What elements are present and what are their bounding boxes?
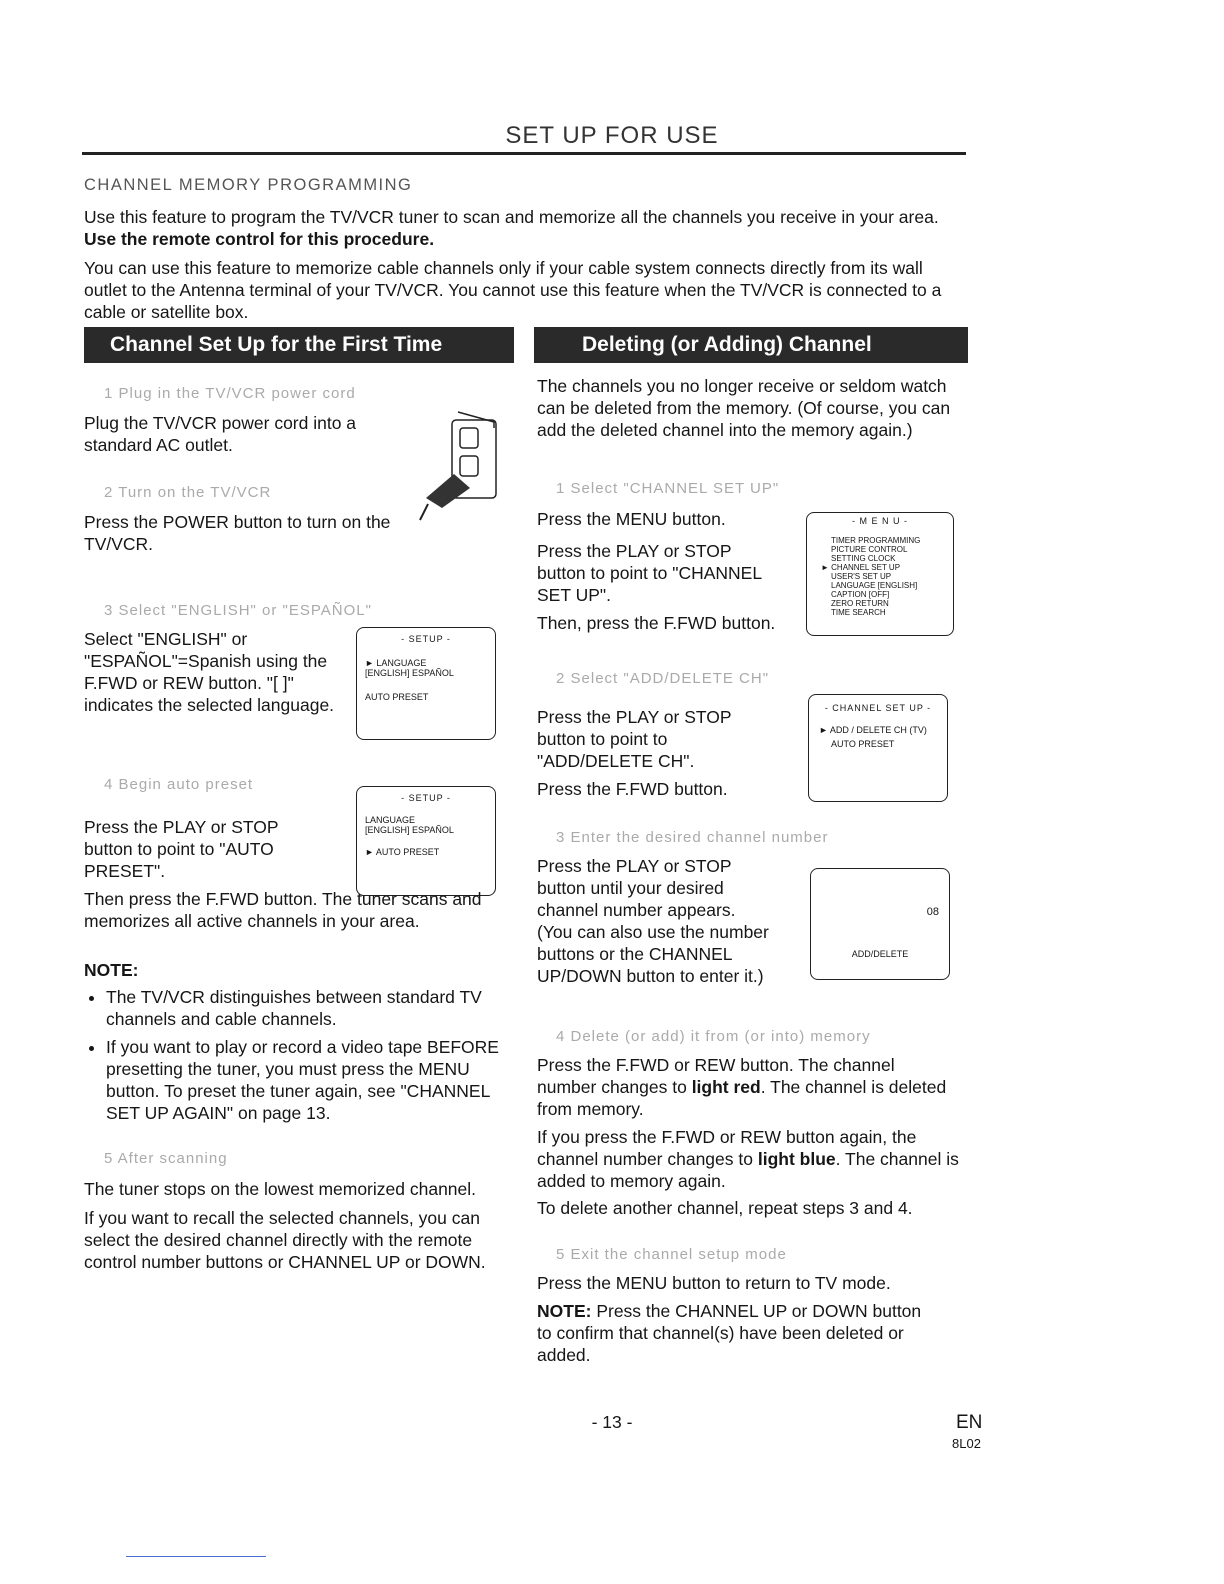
- left-step-4-heading: 4 Begin auto preset: [104, 776, 254, 793]
- light-red-text: light red: [691, 1077, 761, 1097]
- channel-number-display: 08: [926, 906, 939, 918]
- right-note: [537, 1300, 927, 1366]
- menu-line: TIMER PROGRAMMING: [831, 536, 921, 545]
- menu-line-auto-preset: AUTO PRESET: [365, 692, 429, 702]
- intro-paragraph-2: You can use this feature to memorize cable channels only if your cable system connects directly from its wall outlet to the Antenna terminal of your TV/VCR. You cannot use this feature when the TV/VCR is connected to a cable or satellite box.: [84, 258, 942, 322]
- right-step-4-body-3: To delete another channel, repeat steps 3 and 4.: [537, 1198, 913, 1218]
- setup-menu-auto-preset-screen: [356, 786, 496, 896]
- intro-paragraph-1: [84, 206, 964, 250]
- menu-line-selected: ► CHANNEL SET UP: [821, 563, 901, 572]
- right-step-2-body-1: Press the PLAY or STOP button to point to "ADD/DELETE CH".: [537, 707, 732, 771]
- left-step-4-body: Press the PLAY or STOP button to point to "AUTO PRESET".: [84, 817, 279, 881]
- right-step-4-heading: 4 Delete (or add) it from (or into) memory: [556, 1028, 871, 1045]
- left-step-1-heading: 1 Plug in the TV/VCR power cord: [104, 385, 356, 402]
- right-step-1-heading: 1 Select "CHANNEL SET UP": [556, 480, 780, 497]
- right-step-2-body-2: Press the F.FWD button.: [537, 779, 728, 799]
- right-intro: The channels you no longer receive or seldom watch can be deleted from the memory. (Of course, you can add the deleted channel into the memory again.): [537, 376, 951, 440]
- step-4-text-c: . The channel is added to memory again.: [537, 1149, 959, 1191]
- menu-line-add-delete: ► ADD / DELETE CH (TV): [819, 725, 927, 735]
- banner-first-time: Channel Set Up for the First Time: [84, 327, 514, 363]
- note-item: • The TV/VCR distinguishes between standard TV channels and cable channels.: [106, 986, 514, 1030]
- step-4-text-a: If you press the F.FWD or REW button again, the channel number changes to: [537, 1127, 917, 1169]
- right-step-1-body-3: Then, press the F.FWD button.: [537, 613, 776, 633]
- left-step-3-heading: 3 Select "ENGLISH" or "ESPAÑOL": [104, 602, 372, 619]
- right-step-3-body: Press the PLAY or STOP button until your desired channel number appears. (You can also use the number buttons or the CHANNEL UP/DOWN button to enter it.): [537, 856, 769, 986]
- left-step-4-body-2: Then press the F.FWD button. The tuner scans and memorizes all active channels in your area.: [84, 889, 482, 931]
- left-note-label: NOTE:: [84, 960, 139, 980]
- intro-1-text: Use this feature to program the TV/VCR tuner to scan and memorize all the channels you receive in your area.: [84, 207, 939, 227]
- right-step-2-heading: 2 Select "ADD/DELETE CH": [556, 670, 770, 687]
- step-4-text-a: Press the F.FWD or REW button. The channel number changes to: [537, 1055, 895, 1097]
- setup-menu-language-screen: [356, 627, 496, 740]
- page-number: - 13 -: [591, 1412, 633, 1432]
- step-4-text-c: . The channel is deleted from memory.: [537, 1077, 947, 1119]
- left-step-2-body: Press the POWER button to turn on the TV/VCR.: [84, 512, 391, 554]
- bottom-rule: [126, 1556, 266, 1557]
- main-menu-screen: [806, 512, 954, 636]
- model-code: 8L02: [952, 1436, 981, 1451]
- section-title: CHANNEL MEMORY PROGRAMMING: [84, 176, 413, 194]
- menu-line: TIME SEARCH: [831, 608, 886, 617]
- right-step-4-body-2: [537, 1126, 967, 1192]
- language-code: EN: [956, 1412, 983, 1433]
- right-note-text: Press the CHANNEL UP or DOWN button to confirm that channel(s) have been deleted or added.: [537, 1301, 922, 1365]
- menu-line-language: ► LANGUAGE: [365, 658, 427, 668]
- intro-1-bold: Use the remote control for this procedure.: [84, 229, 435, 249]
- menu-line-language: LANGUAGE: [365, 815, 416, 825]
- add-delete-label: ADD/DELETE: [851, 949, 909, 959]
- right-step-4-body-1: [537, 1054, 957, 1120]
- menu-line-language-options: [ENGLISH] ESPAÑOL: [365, 825, 454, 835]
- left-step-5-body-2: If you want to recall the selected channels, you can select the desired channel directly with the remote control number buttons or CHANNEL UP or DOWN.: [84, 1208, 486, 1272]
- add-delete-channel-screen: [810, 868, 950, 980]
- right-note-label: NOTE:: [537, 1301, 592, 1321]
- left-step-3-body: Select "ENGLISH" or "ESPAÑOL"=Spanish using the F.FWD or REW button. "[ ]" indicates the selected language.: [84, 629, 335, 715]
- menu-title: - SETUP -: [401, 634, 451, 644]
- power-outlet-icon: [418, 408, 504, 528]
- menu-line: USER'S SET UP: [831, 572, 892, 581]
- right-step-5-body: Press the MENU button to return to TV mode.: [537, 1273, 891, 1293]
- menu-title: - CHANNEL SET UP -: [824, 703, 932, 713]
- left-step-1-body: Plug the TV/VCR power cord into a standard AC outlet.: [84, 413, 357, 455]
- right-step-3-heading: 3 Enter the desired channel number: [556, 829, 829, 846]
- menu-line: PICTURE CONTROL: [831, 545, 908, 554]
- right-step-1-body-2: Press the PLAY or STOP button to point to "CHANNEL SET UP".: [537, 541, 762, 605]
- menu-line-auto-preset: AUTO PRESET: [831, 739, 895, 749]
- left-step-5-body-1: The tuner stops on the lowest memorized channel.: [84, 1179, 477, 1199]
- title-divider: [82, 152, 966, 155]
- menu-line-language-options: [ENGLISH] ESPAÑOL: [365, 668, 454, 678]
- banner-deleting-adding: Deleting (or Adding) Channel: [534, 327, 968, 363]
- menu-line: CAPTION [OFF]: [831, 590, 890, 599]
- light-blue-text: light blue: [757, 1149, 836, 1169]
- note-item: • If you want to play or record a video tape BEFORE presetting the tuner, you must press the MENU button. To preset the tuner again, see "CHANNEL SET UP AGAIN" on page 13.: [106, 1036, 514, 1124]
- left-notes-list: [84, 986, 514, 1130]
- menu-line: LANGUAGE [ENGLISH]: [831, 581, 918, 590]
- menu-title: - M E N U -: [852, 516, 908, 526]
- channel-setup-menu-screen: [808, 694, 948, 802]
- left-step-2-heading: 2 Turn on the TV/VCR: [104, 484, 272, 501]
- menu-line-auto-preset: ► AUTO PRESET: [365, 847, 440, 857]
- right-step-1-body-1: Press the MENU button.: [537, 509, 726, 529]
- menu-line: SETTING CLOCK: [831, 554, 896, 563]
- left-step-5-heading: 5 After scanning: [104, 1150, 228, 1167]
- page-title: SET UP FOR USE: [505, 122, 719, 149]
- menu-title: - SETUP -: [401, 793, 451, 803]
- right-step-5-heading: 5 Exit the channel setup mode: [556, 1246, 787, 1263]
- menu-line: ZERO RETURN: [831, 599, 889, 608]
